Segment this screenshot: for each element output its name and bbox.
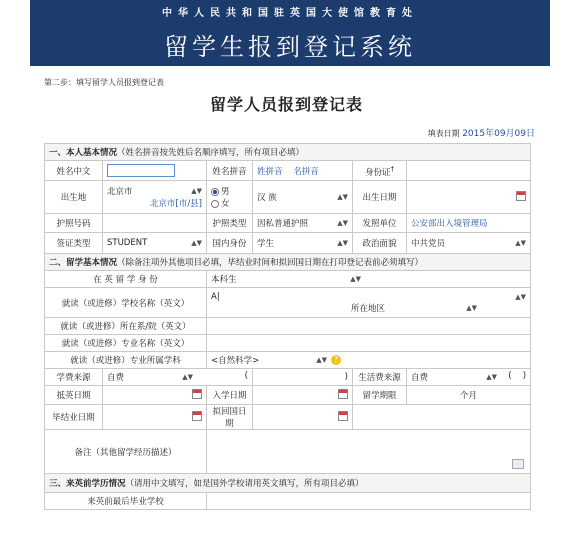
duration-label: 留学期限 (353, 386, 407, 405)
name-cn-cell (103, 161, 207, 181)
birthplace-cell (103, 181, 207, 214)
graduation-cell (103, 405, 207, 430)
remarks-label: 备注（其他留学经历描述） (45, 430, 207, 474)
fill-date-label: 填表日期 (427, 129, 460, 138)
enroll-cell (253, 386, 353, 405)
arrival-label: 抵英日期 (45, 386, 103, 405)
section-basic-note: （姓名拼音按先姓后名顺序填写，所有项目必填） (117, 148, 305, 158)
ethnicity-arrow-icon: ▲▼ (337, 193, 348, 201)
return-cell (253, 405, 353, 430)
living-value: 自费 (411, 373, 429, 383)
name-py-label: 姓名拼音 (207, 161, 253, 181)
calendar-icon[interactable] (338, 411, 348, 421)
school-label: 就读（或进修）学校名称（英文） (45, 288, 207, 318)
enroll-label: 入学日期 (207, 386, 253, 405)
passport-no-label: 护照号码 (45, 214, 103, 233)
name-cn-label: 姓名中文 (45, 161, 103, 181)
passport-type-arrow-icon: ▲▼ (337, 219, 348, 227)
surname-py-input[interactable]: 姓拼音 (257, 166, 283, 177)
domestic-arrow-icon: ▲▼ (337, 239, 348, 247)
location-select[interactable] (351, 302, 477, 314)
passport-no-input[interactable] (103, 214, 207, 233)
politics-value: 中共党员 (411, 239, 446, 249)
birthplace-label: 出生地 (45, 181, 103, 214)
section-edu-note: （请用中文填写，如是国外学校请用英文填写，所有项目必填） (125, 479, 364, 489)
id-card-mark: † (390, 163, 395, 173)
discipline-select[interactable] (211, 354, 327, 366)
return-label: 拟回国日期 (207, 405, 253, 430)
tuition-label: 学费来源 (45, 369, 103, 386)
visa-type-value: STUDENT (107, 238, 148, 248)
radio-unchecked-icon (211, 200, 219, 208)
calendar-icon[interactable] (192, 411, 202, 421)
tuition-cell (103, 369, 253, 386)
remarks-textarea[interactable] (207, 430, 531, 474)
calendar-icon[interactable] (516, 191, 526, 201)
form-title: 留学人员报到登记表 (209, 95, 363, 114)
banner-org-name: 中华人民共和国驻英国大使馆教育处 (162, 8, 418, 19)
fill-date (428, 126, 535, 139)
tuition-amount-cell[interactable] (253, 369, 353, 386)
id-card-label (353, 161, 407, 181)
passport-type-select[interactable] (257, 217, 348, 229)
gender-female-radio[interactable] (211, 197, 248, 209)
id-card-label-text: 身份证 (364, 167, 391, 178)
radio-checked-icon (211, 188, 219, 196)
header-banner (30, 0, 550, 66)
section-basic (45, 144, 531, 161)
issuer-value[interactable]: 公安部出入境管理局 (407, 214, 531, 233)
tuition-value: 自费 (107, 373, 125, 383)
name-cn-input[interactable] (107, 164, 175, 177)
study-identity-select[interactable] (211, 273, 361, 285)
politics-label: 政治面貌 (353, 233, 407, 254)
arrival-cell (103, 386, 207, 405)
living-paren-close: ) (522, 371, 527, 381)
domestic-id-label: 国内身份 (207, 233, 253, 254)
step-indicator: 第二步：填写留学人员报到登记表 (44, 78, 164, 87)
discipline-value: <自然科学> (211, 356, 260, 366)
registration-form (44, 143, 531, 510)
fill-date-value[interactable]: 2015年09月09日 (462, 129, 535, 139)
study-identity-label: 在 英 留 学 身 份 (45, 271, 207, 288)
visa-type-select[interactable] (107, 238, 202, 248)
gender-male-radio[interactable] (211, 185, 248, 197)
study-identity-cell (207, 271, 531, 288)
last-school-label: 来英前最后毕业学校 (45, 493, 207, 510)
section-basic-title: 一、本人基本情况 (49, 148, 118, 158)
department-input[interactable] (207, 318, 531, 335)
domestic-id-cell (253, 233, 353, 254)
calendar-icon[interactable] (192, 389, 202, 399)
gender-cell (207, 181, 253, 214)
major-input[interactable] (207, 335, 531, 352)
resize-handle-icon[interactable] (512, 459, 524, 469)
domestic-id-value: 学生 (257, 239, 275, 249)
gender-male-label: 男 (221, 187, 230, 197)
department-label: 就读（或进修）所在系/院（英文） (45, 318, 207, 335)
duration-cell[interactable] (407, 386, 531, 405)
living-cell (407, 369, 531, 386)
section-edu (45, 474, 531, 493)
issuer-label: 发照单位 (353, 214, 407, 233)
id-card-input[interactable] (407, 161, 531, 181)
discipline-arrow-icon: ▲▼ (316, 356, 327, 364)
tuition-paren-open: ( (244, 371, 248, 381)
location-value: 所在地区 (351, 303, 386, 314)
ethnicity-select[interactable] (257, 191, 348, 203)
tuition-arrow-icon: ▲▼ (182, 373, 193, 381)
school-value: A| (211, 291, 220, 302)
living-label: 生活费来源 (353, 369, 407, 386)
birthdate-label: 出生日期 (353, 181, 407, 214)
domestic-id-select[interactable] (257, 237, 348, 249)
birthplace-select[interactable] (107, 185, 202, 197)
visa-type-label: 签证类型 (45, 233, 103, 254)
birthplace-value: 北京市 (107, 187, 133, 197)
gender-female-label: 女 (221, 199, 230, 209)
passport-type-cell (253, 214, 353, 233)
calendar-icon[interactable] (338, 389, 348, 399)
ethnicity-cell (253, 181, 353, 214)
passport-type-label: 护照类型 (207, 214, 253, 233)
school-cell (207, 288, 531, 318)
section-study (45, 254, 531, 271)
name-py-cell (253, 161, 353, 181)
politics-arrow-icon: ▲▼ (515, 239, 527, 247)
study-identity-arrow-icon: ▲▼ (350, 275, 361, 283)
major-label: 就读（或进修）专业名称（英文） (45, 335, 207, 352)
help-icon[interactable]: ? (331, 355, 341, 365)
school-select[interactable] (211, 292, 526, 302)
ethnicity-value: 汉 族 (257, 193, 277, 203)
discipline-cell (207, 352, 531, 369)
birthdate-cell (407, 181, 531, 214)
given-py-input[interactable]: 名拼音 (293, 166, 319, 177)
birthplace-sub: 北京市[市/县] (150, 199, 202, 209)
passport-type-value: 因私普通护照 (257, 219, 309, 229)
section-study-note: （除备注项外其他项目必填，毕结业时间和拟回国日期在打印登记表前必须填写） (117, 258, 424, 268)
banner-system-title: 留学生报到登记系统 (164, 33, 416, 61)
tuition-paren-close: ) (344, 372, 348, 382)
school-arrow-icon: ▲▼ (515, 292, 527, 301)
location-arrow-icon: ▲▼ (466, 303, 477, 312)
living-arrow-icon: ▲▼ (486, 373, 497, 381)
empty-cell (353, 405, 531, 430)
living-paren-open: ( (508, 371, 512, 381)
visa-type-cell (103, 233, 207, 254)
discipline-label: 就读（或进修）专业所属学科 (45, 352, 207, 369)
section-edu-title: 三、来英前学历情况 (49, 479, 126, 489)
politics-cell (407, 233, 531, 254)
graduation-label: 毕结业日期 (45, 405, 103, 430)
birthplace-arrow-icon: ▲▼ (191, 187, 202, 195)
tuition-select[interactable] (107, 371, 193, 383)
last-school-input[interactable] (207, 493, 531, 510)
living-select[interactable] (411, 371, 497, 383)
visa-arrow-icon: ▲▼ (191, 239, 202, 247)
study-identity-value: 本科生 (211, 275, 237, 285)
duration-unit: 个月 (460, 391, 478, 401)
section-study-title: 二、留学基本情况 (49, 258, 118, 268)
politics-select[interactable] (411, 237, 526, 249)
